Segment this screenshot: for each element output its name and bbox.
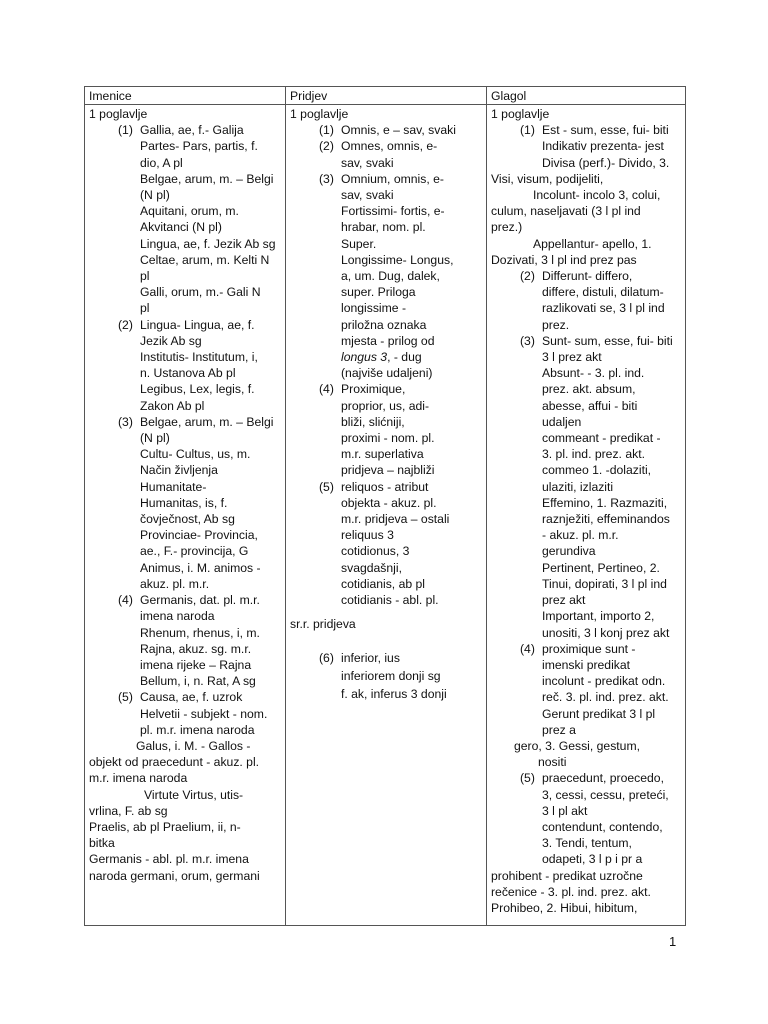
imenice-item-text: Germanis, dat. pl. m.r. bbox=[140, 593, 260, 608]
pridjev-item-text: objekta - akuz. pl. bbox=[341, 495, 437, 510]
imenice-tail-line: naroda germani, orum, germani bbox=[89, 868, 260, 883]
imenice-item-text: Legibus, Lex, legis, f. bbox=[140, 382, 255, 397]
glagol-item-text: reč. 3. pl. ind. prez. akt. bbox=[542, 690, 669, 705]
imenice-item-text: Gallia, ae, f.- Galija bbox=[140, 123, 244, 138]
item-number: (6) bbox=[319, 650, 334, 665]
imenice-item-text: Zakon Ab pl bbox=[140, 398, 205, 413]
imenice-item-text: Partes- Pars, partis, f. bbox=[140, 139, 258, 154]
glagol-item-line bbox=[491, 689, 686, 705]
pridjev-item-line bbox=[290, 592, 485, 608]
glagol-item-text: prez. bbox=[542, 317, 570, 332]
pridjev-item-line bbox=[290, 560, 485, 576]
glagol-item-line bbox=[491, 657, 686, 673]
pridjev-item-text: mjesta - prilog od bbox=[341, 333, 435, 348]
glagol-item-line bbox=[491, 462, 686, 478]
glagol-item-line bbox=[491, 560, 686, 576]
section-title: 1 poglavlje bbox=[491, 107, 550, 121]
pridjev-item-line bbox=[290, 333, 485, 349]
imenice-item-text: Causa, ae, f. uzrok bbox=[140, 690, 243, 705]
imenice-item-line bbox=[89, 365, 284, 381]
pridjev-item-line bbox=[290, 187, 485, 203]
imenice-tail-line: objekt od praecedunt - akuz. pl. bbox=[89, 755, 260, 770]
imenice-item-line bbox=[89, 268, 284, 284]
glagol-item-text: commeant - predikat - bbox=[542, 431, 661, 446]
pridjev-item-text: Omnis, e – sav, svaki bbox=[341, 123, 456, 138]
vocabulary-table bbox=[84, 86, 686, 926]
glagol-item-line bbox=[491, 851, 686, 867]
pridjev-item-text: Longissime- Longus, bbox=[341, 252, 454, 267]
pridjev-item-line bbox=[290, 667, 485, 685]
imenice-item-text: Celtae, arum, m. Kelti N bbox=[140, 252, 270, 267]
imenice-tail-line: m.r. imena naroda bbox=[89, 771, 188, 786]
section-title: 1 poglavlje bbox=[290, 107, 349, 121]
pridjev-item-line bbox=[290, 317, 485, 333]
imenice-item-line bbox=[89, 543, 284, 559]
glagol-item-line bbox=[491, 155, 686, 171]
glagol-item-line bbox=[491, 479, 686, 495]
glagol-item-line bbox=[491, 446, 686, 462]
imenice-item-text: pl bbox=[140, 301, 150, 316]
glagol-item-text: unositi, 3 l konj prez akt bbox=[542, 625, 670, 640]
item-number: (2) bbox=[520, 269, 535, 284]
pridjev-item-line bbox=[290, 446, 485, 462]
pridjev-item-line bbox=[290, 398, 485, 414]
imenice-tail-line: Germanis - abl. pl. m.r. imena bbox=[89, 852, 249, 867]
imenice-item-line bbox=[89, 252, 284, 268]
glagol-item-line bbox=[491, 381, 686, 397]
glagol-item-line bbox=[491, 625, 686, 641]
imenice-item-line bbox=[89, 608, 284, 624]
imenice-item-text: imena naroda bbox=[140, 609, 215, 624]
pridjev-item-line bbox=[290, 462, 485, 478]
item-number: (3) bbox=[118, 414, 133, 429]
imenice-item-line bbox=[89, 462, 284, 478]
imenice-item-text: imena rijeke – Rajna bbox=[140, 657, 252, 672]
glagol-item-line bbox=[491, 300, 686, 316]
imenice-tail-line: vrlina, F. ab sg bbox=[89, 803, 168, 818]
imenice-item-line bbox=[89, 722, 284, 738]
imenice-item-line bbox=[89, 317, 284, 333]
glagol-item-line bbox=[491, 803, 686, 819]
pridjev-item-text: cotidianis, ab pl bbox=[341, 576, 426, 591]
pridjev-item-line bbox=[290, 543, 485, 559]
imenice-item-text: Belgae, arum, m. – Belgi bbox=[140, 414, 274, 429]
glagol-item-line bbox=[491, 349, 686, 365]
pridjev-item-line bbox=[290, 349, 485, 365]
page-number: 1 bbox=[669, 934, 677, 949]
pridjev-item-text: Omnes, omnis, e- bbox=[341, 139, 438, 154]
pridjev-item-text: pridjeva – najbliži bbox=[341, 463, 435, 478]
glagol-item-line bbox=[491, 641, 686, 657]
glagol-item-text: Sunt- sum, esse, fui- biti bbox=[542, 333, 673, 348]
pridjev-item-text: Proximique, bbox=[341, 382, 406, 397]
glagol-item-line bbox=[491, 365, 686, 381]
glagol-item-line bbox=[491, 511, 686, 527]
pridjev-item-line bbox=[290, 649, 485, 667]
glagol-item-text: ulaziti, izlaziti bbox=[542, 479, 614, 494]
glagol-item-text: praecedunt, proecedo, bbox=[542, 771, 664, 786]
glagol-item-text: incolunt - predikat odn. bbox=[542, 674, 666, 689]
pridjev-item-line bbox=[290, 300, 485, 316]
column-divider bbox=[285, 87, 286, 925]
imenice-item-line bbox=[89, 673, 284, 689]
imenice-item-text: Galli, orum, m.- Gali N bbox=[140, 285, 261, 300]
pridjev-item-text: inferior, ius bbox=[341, 650, 400, 665]
glagol-item-line bbox=[491, 543, 686, 559]
pridjev-item-line bbox=[290, 219, 485, 235]
glagol-item-line bbox=[491, 414, 686, 430]
pridjev-item-line bbox=[290, 576, 485, 592]
imenice-item-text: pl. m.r. imena naroda bbox=[140, 722, 255, 737]
pridjev-item-line bbox=[290, 138, 485, 154]
imenice-item-line bbox=[89, 333, 284, 349]
glagol-item-text: contendunt, contendo, bbox=[542, 819, 663, 834]
glagol-item-text: Important, importo 2, bbox=[542, 609, 655, 624]
imenice-item-line bbox=[89, 560, 284, 576]
imenice-item-line bbox=[89, 414, 284, 430]
item-number: (5) bbox=[319, 479, 334, 494]
pridjev-item-line bbox=[290, 511, 485, 527]
item-number: (1) bbox=[520, 123, 535, 138]
glagol-item-text: prez akt bbox=[542, 593, 586, 608]
glagol-item-line bbox=[491, 608, 686, 624]
item-number: (2) bbox=[118, 317, 133, 332]
glagol-item-text: udaljen bbox=[542, 414, 582, 429]
item-number: (4) bbox=[520, 641, 535, 656]
imenice-item-text: Humanitas, is, f. bbox=[140, 495, 228, 510]
imenice-item-text: Rajna, akuz. sg. m.r. bbox=[140, 641, 252, 656]
glagol-item-text: - akuz. pl. m.r. bbox=[542, 528, 619, 543]
glagol-item-text: prez a bbox=[542, 722, 576, 737]
imenice-tail-line: Galus, i. M. - Gallos - bbox=[136, 738, 251, 753]
pridjev-item-line bbox=[290, 381, 485, 397]
pridjev-item-text: cotidionus, 3 bbox=[341, 544, 410, 559]
glagol-item-line bbox=[491, 527, 686, 543]
glagol-item-text: Effemino, 1. Razmaziti, bbox=[542, 495, 668, 510]
item-number: (2) bbox=[319, 139, 334, 154]
glagol-item-text: 3 l pl akt bbox=[542, 803, 588, 818]
glagol-item-line bbox=[491, 673, 686, 689]
glagol-item-line bbox=[491, 819, 686, 835]
glagol-item-line bbox=[491, 398, 686, 414]
glagol-item-line bbox=[491, 495, 686, 511]
item-number: (5) bbox=[520, 771, 535, 786]
imenice-item-line bbox=[89, 657, 284, 673]
imenice-item-text: Institutis- Institutum, i, bbox=[140, 350, 258, 365]
glagol-item-text: gerundiva bbox=[542, 544, 596, 559]
imenice-item-text: Lingua- Lingua, ae, f. bbox=[140, 317, 255, 332]
glagol-item-text: prez. akt. absum, bbox=[542, 382, 636, 397]
glagol-item-text: raznježiti, effeminandos bbox=[542, 512, 670, 527]
imenice-tail-line: bitka bbox=[89, 836, 115, 851]
imenice-item-line bbox=[89, 527, 284, 543]
glagol-item-text: 3, cessi, cessu, preteći, bbox=[542, 787, 669, 802]
column-glagol bbox=[491, 106, 686, 925]
item-number: (3) bbox=[319, 171, 334, 186]
pridjev-item-line bbox=[290, 414, 485, 430]
pridjev-item-text: sav, svaki bbox=[341, 155, 394, 170]
imenice-item-text: Aquitani, orum, m. bbox=[140, 204, 239, 219]
table-header-row bbox=[85, 87, 685, 105]
glagol-item-text: Gerunt predikat 3 l pl bbox=[542, 706, 656, 721]
glagol-item-text: Indikativ prezenta- jest bbox=[542, 139, 664, 154]
glagol-item-text: Divisa (perf.)- Divido, 3. bbox=[542, 155, 670, 170]
imenice-item-text: Cultu- Cultus, us, m. bbox=[140, 447, 251, 462]
pridjev-item-text: reliquos - atribut bbox=[341, 479, 429, 494]
imenice-item-line bbox=[89, 138, 284, 154]
pridjev-item-text: f. ak, inferus 3 donji bbox=[341, 686, 447, 701]
glagol-item-line bbox=[491, 787, 686, 803]
glagol-item-text: differe, distuli, dilatum- bbox=[542, 285, 664, 300]
column-imenice bbox=[89, 106, 284, 925]
pridjev-srr: sr.r. pridjeva bbox=[290, 617, 356, 632]
glagol-item-text: odapeti, 3 l p i pr a bbox=[542, 852, 643, 867]
imenice-item-line bbox=[89, 706, 284, 722]
glagol-item1-cont: Incolunt- incolo 3, colui, bbox=[533, 188, 661, 203]
glagol-item-text: 3 l prez akt bbox=[542, 350, 602, 365]
glagol-nositi-line: nositi bbox=[538, 755, 567, 770]
imenice-item-line bbox=[89, 430, 284, 446]
pridjev-item-text: bliži, slićniji, bbox=[341, 414, 405, 429]
pridjev-item-text: hrabar, nom. pl. bbox=[341, 220, 426, 235]
imenice-item-line bbox=[89, 446, 284, 462]
column-pridjev bbox=[290, 106, 485, 925]
glagol-item-text: Differunt- differo, bbox=[542, 269, 633, 284]
glagol-tail-line: rečenice - 3. pl. ind. prez. akt. bbox=[491, 884, 651, 899]
pridjev-item-line bbox=[290, 479, 485, 495]
glagol-item-line bbox=[491, 592, 686, 608]
imenice-item-line bbox=[89, 155, 284, 171]
item-number: (4) bbox=[118, 593, 133, 608]
glagol-item-text: abesse, affui - biti bbox=[542, 398, 638, 413]
glagol-item-line bbox=[491, 268, 686, 284]
imenice-item-line bbox=[89, 689, 284, 705]
glagol-item1-cont: Dozivati, 3 l pl ind prez pas bbox=[491, 252, 637, 267]
glagol-gero-line: gero, 3. Gessi, gestum, bbox=[514, 738, 640, 753]
glagol-item-text: razlikovati se, 3 l pl ind bbox=[542, 301, 665, 316]
imenice-item-line bbox=[89, 625, 284, 641]
pridjev-item-line bbox=[290, 268, 485, 284]
imenice-item-text: Humanitate- bbox=[140, 479, 207, 494]
pridjev-item-text: longus 3, - dug bbox=[341, 350, 422, 365]
pridjev-item-line bbox=[290, 284, 485, 300]
imenice-item-text: Helvetii - subjekt - nom. bbox=[140, 706, 268, 721]
glagol-item-text: commeo 1. -dolaziti, bbox=[542, 463, 652, 478]
imenice-item-line bbox=[89, 479, 284, 495]
imenice-item-line bbox=[89, 187, 284, 203]
imenice-item-text: (N pl) bbox=[140, 188, 170, 203]
glagol-item-text: Tinui, dopirati, 3 l pl ind bbox=[542, 576, 667, 591]
pridjev-item-line bbox=[290, 495, 485, 511]
glagol-item-line bbox=[491, 576, 686, 592]
header-pridjev: Pridjev bbox=[290, 89, 328, 103]
glagol-item1-cont: Appellantur- apello, 1. bbox=[533, 236, 652, 251]
pridjev-item-text: Super. bbox=[341, 236, 377, 251]
glagol-item-text: Est - sum, esse, fui- biti bbox=[542, 123, 669, 138]
imenice-item-line bbox=[89, 495, 284, 511]
glagol-item-line bbox=[491, 835, 686, 851]
imenice-tail-line: Praelis, ab pl Praelium, ii, n- bbox=[89, 819, 241, 834]
pridjev-item-line bbox=[290, 685, 485, 703]
item-number: (1) bbox=[319, 123, 334, 138]
imenice-item-line bbox=[89, 381, 284, 397]
pridjev-item-text: longissime - bbox=[341, 301, 407, 316]
pridjev-item-line bbox=[290, 236, 485, 252]
imenice-item-text: Akvitanci (N pl) bbox=[140, 220, 222, 235]
item-number: (5) bbox=[118, 690, 133, 705]
imenice-item-text: n. Ustanova Ab pl bbox=[140, 366, 236, 381]
glagol-item-text: Absunt- - 3. pl. ind. bbox=[542, 366, 645, 381]
imenice-item-text: pl bbox=[140, 269, 150, 284]
glagol-item-line bbox=[491, 770, 686, 786]
item-number: (4) bbox=[319, 382, 334, 397]
glagol-item-line bbox=[491, 284, 686, 300]
imenice-item-text: Jezik Ab sg bbox=[140, 333, 202, 348]
imenice-item-text: akuz. pl. m.r. bbox=[140, 576, 210, 591]
glagol-item-text: proximique sunt - bbox=[542, 641, 636, 656]
glagol-item1-cont: Visi, visum, podijeliti, bbox=[491, 171, 604, 186]
header-imenice: Imenice bbox=[89, 89, 132, 103]
pridjev-item-text: svagdašnji, bbox=[341, 560, 402, 575]
imenice-item-line bbox=[89, 641, 284, 657]
imenice-item-text: (N pl) bbox=[140, 431, 170, 446]
glagol-item-line bbox=[491, 333, 686, 349]
pridjev-item-text: proximi - nom. pl. bbox=[341, 431, 435, 446]
pridjev-item-text: inferiorem donji sg bbox=[341, 668, 441, 683]
imenice-item-line bbox=[89, 349, 284, 365]
glagol-item-text: 3. Tendi, tentum, bbox=[542, 836, 632, 851]
imenice-item-line bbox=[89, 300, 284, 316]
imenice-item-line bbox=[89, 122, 284, 138]
pridjev-item-line bbox=[290, 252, 485, 268]
imenice-item-text: Belgae, arum, m. – Belgi bbox=[140, 171, 274, 186]
glagol-item1-cont: culum, naseljavati (3 l pl ind bbox=[491, 204, 641, 219]
imenice-item-text: Lingua, ae, f. Jezik Ab sg bbox=[140, 236, 276, 251]
imenice-item-text: Animus, i. M. animos - bbox=[140, 560, 261, 575]
item-number: (1) bbox=[118, 123, 133, 138]
pridjev-item-line bbox=[290, 122, 485, 138]
glagol-item-line bbox=[491, 138, 686, 154]
pridjev-item-text: Fortissimi- fortis, e- bbox=[341, 204, 445, 219]
pridjev-item-line bbox=[290, 171, 485, 187]
imenice-item-text: Provinciae- Provincia, bbox=[140, 528, 258, 543]
glagol-item-text: Pertinent, Pertineo, 2. bbox=[542, 560, 660, 575]
imenice-item-line bbox=[89, 203, 284, 219]
pridjev-item-text: Omnium, omnis, e- bbox=[341, 171, 444, 186]
pridjev-item-line bbox=[290, 527, 485, 543]
glagol-tail-line: prohibent - predikat uzročne bbox=[491, 868, 643, 883]
imenice-item-line bbox=[89, 576, 284, 592]
glagol-item-line bbox=[491, 722, 686, 738]
column-divider bbox=[486, 87, 487, 925]
pridjev-item-line bbox=[290, 430, 485, 446]
pridjev-item-text: priložna oznaka bbox=[341, 317, 427, 332]
imenice-item-line bbox=[89, 171, 284, 187]
pridjev-item-text: (najviše udaljeni) bbox=[341, 366, 433, 381]
imenice-item-line bbox=[89, 398, 284, 414]
imenice-item-text: čovječnost, Ab sg bbox=[140, 512, 235, 527]
imenice-item-text: dio, A pl bbox=[140, 155, 183, 170]
glagol-item-line bbox=[491, 430, 686, 446]
header-glagol: Glagol bbox=[491, 89, 527, 103]
imenice-item-text: Način življenja bbox=[140, 463, 218, 478]
glagol-item-line bbox=[491, 122, 686, 138]
pridjev-item-text: cotidianis - abl. pl. bbox=[341, 593, 439, 608]
pridjev-item-text: proprior, us, adi- bbox=[341, 398, 430, 413]
item-number: (3) bbox=[520, 333, 535, 348]
pridjev-item-text: sav, svaki bbox=[341, 188, 394, 203]
pridjev-item-line bbox=[290, 365, 485, 381]
section-title: 1 poglavlje bbox=[89, 107, 148, 121]
imenice-item-line bbox=[89, 592, 284, 608]
glagol-tail-line: Prohibeo, 2. Hibui, hibitum, bbox=[491, 900, 638, 915]
pridjev-item-text: a, um. Dug, dalek, bbox=[341, 269, 440, 284]
imenice-item-text: Rhenum, rhenus, i, m. bbox=[140, 625, 260, 640]
pridjev-item-line bbox=[290, 203, 485, 219]
imenice-item-text: ae., F.- provincija, G bbox=[140, 544, 249, 559]
glagol-item1-cont: prez.) bbox=[491, 220, 523, 235]
imenice-item-line bbox=[89, 284, 284, 300]
imenice-tail-line: Virtute Virtus, utis- bbox=[144, 787, 244, 802]
pridjev-item-text: reliquus 3 bbox=[341, 528, 394, 543]
pridjev-item-text: super. Priloga bbox=[341, 285, 416, 300]
imenice-item-line bbox=[89, 236, 284, 252]
imenice-item-text: Bellum, i, n. Rat, A sg bbox=[140, 674, 256, 689]
glagol-item-text: 3. pl. ind. prez. akt. bbox=[542, 447, 645, 462]
pridjev-item-text: m.r. pridjeva – ostali bbox=[341, 512, 450, 527]
glagol-item-line bbox=[491, 317, 686, 333]
glagol-item-line bbox=[491, 706, 686, 722]
imenice-item-line bbox=[89, 511, 284, 527]
pridjev-item-text: m.r. superlativa bbox=[341, 447, 424, 462]
glagol-item-text: imenski predikat bbox=[542, 657, 631, 672]
pridjev-item-line bbox=[290, 155, 485, 171]
imenice-item-line bbox=[89, 219, 284, 235]
